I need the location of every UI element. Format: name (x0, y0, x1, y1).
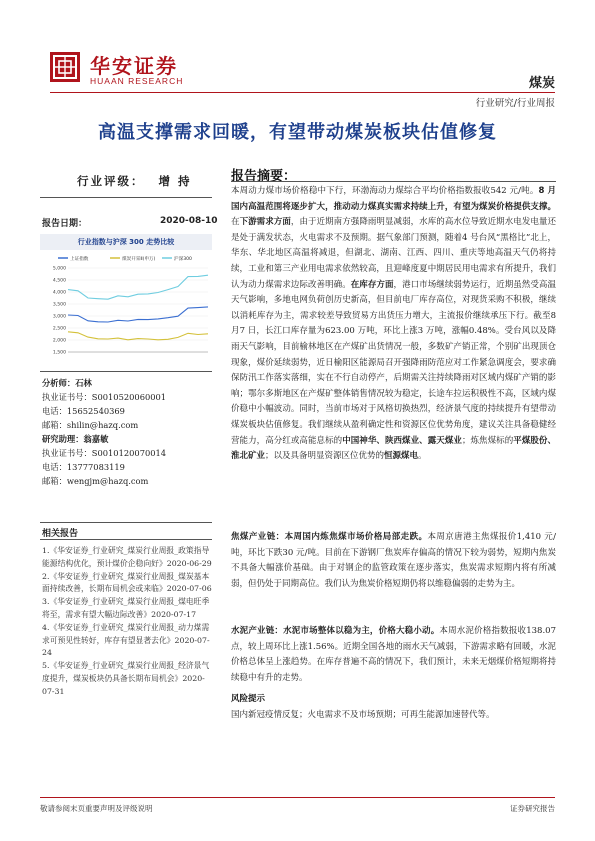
divider (40, 539, 212, 540)
summary-paragraph-2 (231, 530, 556, 592)
industry-rating (77, 173, 192, 189)
summary-paragraph-1 (231, 184, 556, 465)
header-divider (50, 92, 555, 93)
assistant-email[interactable]: 邮箱：wengjm@hazq.com (42, 476, 149, 486)
legend-label: 上证指数 (70, 257, 89, 262)
analyst-cert: 执业证书号：S0010520060001 (42, 392, 167, 402)
stock-picks: 中国神华、陕西煤业、露天煤业 (342, 435, 462, 446)
text-span: ，由于近期南方强降雨明显减弱，水库的高水位导致近期水电发电量还是处于满发状态，火电需求不及预期。据气象部门预测，随着4 号台风“黑格比”北上，华东、华北地区高温将减退，但湖北、湖南、江西、四川、重庆等地高温天气仍将持续，工业和第三产业用电需求依然较高，且迎峰度夏中期居民用电需求有所提升，我们认为动力煤需求边际改善明确。 (231, 217, 556, 290)
text-span: 本周京唐港主焦煤报价1,410 元/吨，环比下跌30 元/吨。目前在下游钢厂焦炭库存偏高的情况下较为弱势，短期内焦炭不具备大幅涨价基础。由于对钢企的监管政策在逐步落实，焦炭需求短期内将有所减弱，但仍处于同期高位。我们认为焦炭价格短期仍将以维稳偏弱的走势为主。 (231, 532, 556, 589)
emphasis-text: 下游需求方面 (239, 217, 291, 228)
report-date-value: 2020-08-10 (160, 216, 218, 226)
related-reports-list (42, 545, 214, 699)
footer-disclaimer[interactable]: 敬请参阅末页重要声明及评级说明 (40, 804, 153, 813)
summary-heading: 报告摘要： (231, 169, 297, 184)
risk-text: 国内新冠疫情反复；火电需求不及市场预期；可再生能源加速替代等。 (231, 710, 495, 720)
related-report-item[interactable]: 5.《华安证券_行业研究_煤炭行业周报_经济景气度提升，煤炭板块仍具备长期布局机会》2020-07-31 (42, 661, 210, 696)
analyst-email[interactable]: 邮箱：shilin@hazq.com (42, 420, 139, 430)
assistant-name: 研究助理：翁嘉敏 (42, 434, 109, 444)
y-tick-label: 2,500 (52, 326, 66, 332)
y-tick-label: 2,000 (52, 338, 66, 344)
report-date-label: 报告日期： (42, 219, 88, 229)
y-tick-label: 3,000 (52, 314, 66, 320)
text-span: 本周水泥价格指数报收138.07 点，较上周环比上涨1.56%。近期全国各地的雨水天气减弱，下游需求略有回暖，水泥价格总体呈上涨趋势。在库存普遍不高的情况下，我们预计，未来无烟煤价格短期将持续稳中有升的走势。 (231, 626, 556, 683)
divider (40, 371, 212, 372)
series-line (68, 275, 208, 299)
index-comparison-chart (40, 252, 212, 367)
risk-heading: 风险提示 (231, 694, 266, 704)
footer-divider (40, 797, 555, 798)
summary-paragraph-3 (231, 624, 556, 686)
text-span: 本周动力煤市场价格稳中下行，环渤海动力煤综合平均价格指数报收542 元/吨。 (231, 186, 539, 196)
analyst-block-2 (42, 432, 166, 488)
y-tick-label: 3,500 (52, 302, 66, 308)
y-tick-label: 5,000 (52, 266, 66, 272)
y-tick-label: 4,000 (52, 290, 66, 296)
rating-value: 增 持 (158, 174, 192, 188)
text-span: 在 (231, 217, 240, 228)
legend-label: 煤炭开采Ⅱ(申万) (122, 257, 156, 262)
text-span: ；以及具备明显资源区位优势的 (265, 451, 385, 462)
related-report-item[interactable]: 1.《华安证券_行业研究_煤炭行业周报_政策指导能源结构优化，预计煤价企稳向好》2020-06-29 (42, 546, 212, 568)
series-line (68, 307, 208, 322)
emphasis-text: 在库存方面 (350, 279, 394, 290)
brand-emblem-icon (50, 52, 80, 82)
emphasis-text: 焦煤产业链：本周国内炼焦煤市场价格局部走跌。 (231, 532, 428, 542)
divider (231, 181, 556, 182)
series-line (68, 332, 208, 340)
divider (40, 522, 212, 523)
assistant-phone: 电话：13777083119 (42, 462, 125, 472)
divider (40, 197, 212, 198)
related-report-item[interactable]: 3.《华安证券_行业研究_煤炭行业周报_煤电旺季将至，需求有望大幅边际改善》2020-07-17 (42, 597, 210, 619)
analyst-phone: 电话：15652540369 (42, 406, 125, 416)
report-title: 高温支撑需求回暖，有望带动煤炭板块估值修复 (98, 122, 497, 143)
analyst-name: 分析师：石林 (42, 378, 92, 388)
footer-label: 证券研究报告 (510, 804, 555, 813)
text-span: 。 (418, 451, 427, 462)
related-reports-heading: 相关报告 (42, 529, 79, 539)
text-span: ，港口市场继续弱势运行，近期虽然受高温天气影响，多地电网负荷创历史新高，但目前电厂库存高位，对现货采购不积极，继续以消耗库存为主，需求较差导致贸易方出货压力增大，主流报价继续承压下行。截至8 月7 日，长江口库存量为623.00 万吨，环比上涨3 万吨，涨幅0.48%。受台风以及降雨天气影响，目前榆林地区在产煤矿出货情况一般，多数矿产销正常，个别矿出现顶仓现象，煤价延续弱势，近日榆阳区能源局召开强降雨防范应对工作紧急调度会，要求确保防汛工作落实落细，实在不行自动停产，后期需关注持续降雨对区域内煤矿产销的影响；鄂尔多斯地区在产煤矿整体销售情况较为稳定，长途车拉运积极性不高，区域内煤价稳中小幅波动。同时，当前市场对于风格切换热烈，经济景气度的持续提升有望带动煤炭板块估值修复。我们继续从盈利确定性和资源区位优势角度，建议关注具备稳健经营能力，高分红或高能息标的 (231, 279, 556, 446)
y-tick-label: 4,500 (52, 278, 66, 284)
brand-name-en: HUAAN RESEARCH (90, 76, 184, 86)
report-type: 行业研究/行业周报 (475, 98, 555, 109)
assistant-cert: 执业证书号：S0010120070014 (42, 448, 167, 458)
brand-name-cn: 华安证券 (90, 54, 178, 78)
legend-label: 沪深300 (174, 257, 192, 262)
sector-label: 煤炭 (528, 76, 555, 91)
stock-picks: 平煤股份、淮北矿业 (231, 435, 556, 462)
stock-picks: 恒源煤电 (384, 451, 419, 462)
related-report-item[interactable]: 4.《华安证券_行业研究_煤炭行业周报_动力煤需求可预见性转好，库存有望显著去化》2020-07-24 (42, 622, 210, 658)
chart-title: 行业指数与沪深 300 走势比较 (40, 234, 212, 250)
rating-label: 行业评级： (77, 174, 145, 188)
emphasis-text: 8 月国内高温范围将逐步扩大，推动动力煤真实需求持续上升，有望为煤炭价格提供支撑。 (231, 186, 557, 212)
emphasis-text: 水泥产业链：水泥市场整体以稳为主，价格大稳小动。 (231, 626, 440, 636)
brand-logo (50, 52, 80, 82)
related-report-item[interactable]: 2.《华安证券_行业研究_煤炭行业周报_煤炭基本面持续改善，长期布局机会或来临》2020-07-06 (42, 571, 212, 594)
y-tick-label: 1,500 (52, 350, 66, 356)
analyst-block-1 (42, 376, 166, 432)
text-span: ；炼焦煤标的 (461, 435, 514, 446)
